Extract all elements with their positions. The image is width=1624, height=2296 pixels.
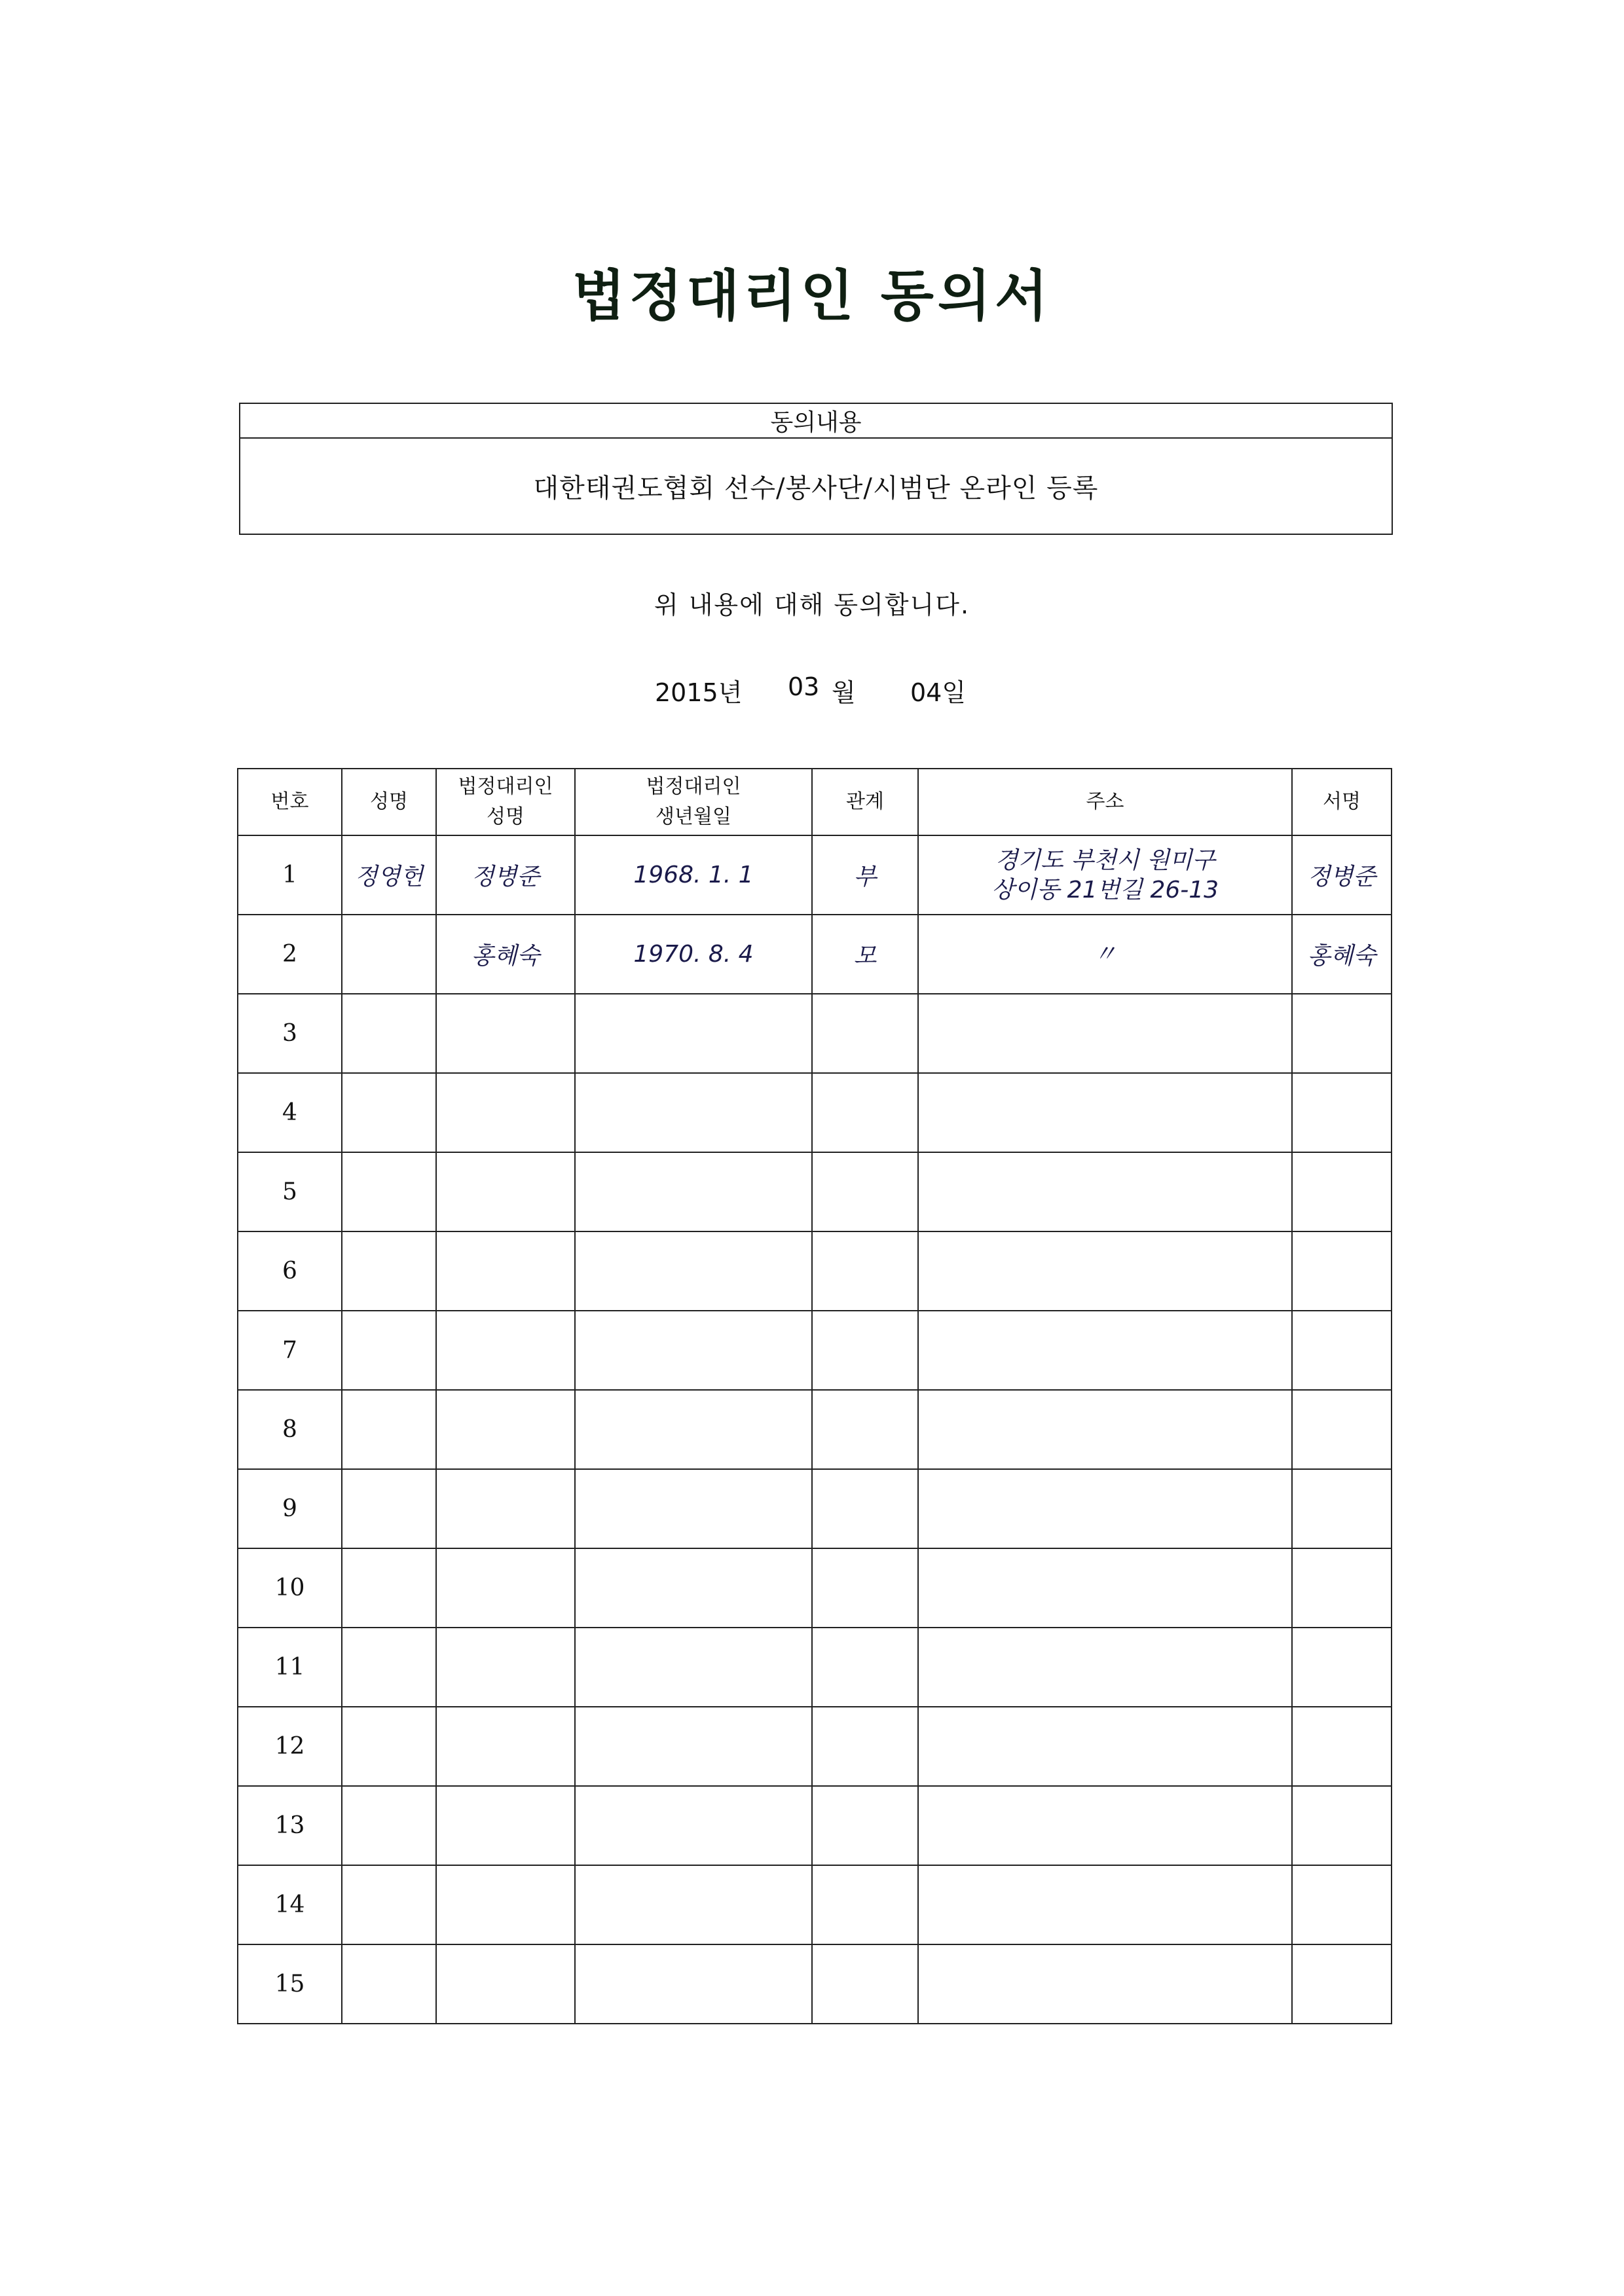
header-guardian-name-line2: 성명 xyxy=(487,805,525,828)
row-name xyxy=(342,1152,436,1231)
row-number: 15 xyxy=(238,1944,342,2024)
row-guardian-name xyxy=(436,1786,575,1865)
row-address xyxy=(918,1707,1292,1786)
header-number: 번호 xyxy=(238,769,342,835)
row-relation xyxy=(812,1311,918,1390)
table-row xyxy=(238,1231,1392,1311)
row-number: 8 xyxy=(238,1390,342,1469)
row-number: 1 xyxy=(238,835,342,915)
row-name xyxy=(342,915,436,994)
row-address xyxy=(918,1944,1292,2024)
row-relation xyxy=(812,1628,918,1707)
row-name xyxy=(342,1073,436,1152)
row-signature xyxy=(1292,1944,1392,2024)
row-address-line2: 상이동 21번길 26-13 xyxy=(991,876,1219,903)
table-row xyxy=(238,1707,1392,1786)
row-relation: 부 xyxy=(812,835,918,915)
row-number: 11 xyxy=(238,1628,342,1707)
row-guardian-name xyxy=(436,1231,575,1311)
row-name xyxy=(342,1231,436,1311)
header-guardian-name-line1: 법정대리인 xyxy=(458,774,553,798)
row-signature xyxy=(1292,1390,1392,1469)
row-guardian-birth xyxy=(575,1231,812,1311)
row-guardian-name xyxy=(436,1390,575,1469)
row-number: 7 xyxy=(238,1311,342,1390)
row-address xyxy=(918,1231,1292,1311)
table-row xyxy=(238,994,1392,1073)
table-row xyxy=(238,1548,1392,1628)
table-row xyxy=(238,1786,1392,1865)
row-signature xyxy=(1292,1311,1392,1390)
row-relation xyxy=(812,1865,918,1944)
agreement-statement: 위 내용에 대해 동의합니다. xyxy=(654,591,970,619)
row-number: 4 xyxy=(238,1073,342,1152)
row-number: 2 xyxy=(238,915,342,994)
row-name: 정영헌 xyxy=(342,835,436,915)
row-signature xyxy=(1292,1073,1392,1152)
row-relation xyxy=(812,1786,918,1865)
row-address xyxy=(918,1628,1292,1707)
row-signature xyxy=(1292,994,1392,1073)
row-guardian-name xyxy=(436,1707,575,1786)
row-relation xyxy=(812,1469,918,1548)
row-address-line1: 경기도 부천시 원미구 xyxy=(995,847,1215,874)
row-address xyxy=(918,1548,1292,1628)
date-year: 2015년 xyxy=(655,678,743,707)
row-guardian-birth xyxy=(575,1390,812,1469)
table-row xyxy=(238,1390,1392,1469)
header-guardian-name xyxy=(436,769,575,835)
header-address: 주소 xyxy=(918,769,1292,835)
row-number: 5 xyxy=(238,1152,342,1231)
consent-box xyxy=(239,403,1393,535)
row-name xyxy=(342,1311,436,1390)
header-guardian-birth xyxy=(575,769,812,835)
row-name xyxy=(342,1390,436,1469)
row-relation xyxy=(812,1152,918,1231)
row-signature xyxy=(1292,1152,1392,1231)
row-address xyxy=(918,1469,1292,1548)
row-relation: 모 xyxy=(812,915,918,994)
row-relation xyxy=(812,1390,918,1469)
row-number: 9 xyxy=(238,1469,342,1548)
row-relation xyxy=(812,994,918,1073)
table-body xyxy=(238,835,1392,2024)
row-guardian-birth xyxy=(575,1073,812,1152)
row-name xyxy=(342,1707,436,1786)
row-address xyxy=(918,1073,1292,1152)
row-guardian-birth xyxy=(575,1865,812,1944)
table-row xyxy=(238,1073,1392,1152)
table-row xyxy=(238,915,1392,994)
table-header-row xyxy=(238,769,1392,835)
row-relation xyxy=(812,1073,918,1152)
row-relation xyxy=(812,1548,918,1628)
row-guardian-birth xyxy=(575,1469,812,1548)
header-guardian-birth-line2: 생년월일 xyxy=(655,805,731,828)
date-month-unit: 월 xyxy=(832,678,856,707)
row-address xyxy=(918,1865,1292,1944)
date-line xyxy=(0,672,1624,705)
row-signature xyxy=(1292,1628,1392,1707)
row-guardian-name: 정병준 xyxy=(436,835,575,915)
row-relation xyxy=(812,1944,918,2024)
row-signature xyxy=(1292,1469,1392,1548)
row-guardian-birth: 1968. 1. 1 xyxy=(575,835,812,915)
row-relation xyxy=(812,1231,918,1311)
row-guardian-birth xyxy=(575,1786,812,1865)
header-signature: 서명 xyxy=(1292,769,1392,835)
row-signature xyxy=(1292,1548,1392,1628)
row-name xyxy=(342,1944,436,2024)
consent-content: 대한태권도협회 선수/봉사단/시범단 온라인 등록 xyxy=(533,473,1099,503)
row-signature xyxy=(1292,1865,1392,1944)
row-guardian-birth xyxy=(575,1548,812,1628)
row-guardian-birth xyxy=(575,994,812,1073)
row-guardian-name xyxy=(436,1944,575,2024)
page-title: 법정대리인 동의서 xyxy=(572,263,1052,328)
row-number: 12 xyxy=(238,1707,342,1786)
row-guardian-birth: 1970. 8. 4 xyxy=(575,915,812,994)
row-name xyxy=(342,1548,436,1628)
row-guardian-birth xyxy=(575,1707,812,1786)
header-name: 성명 xyxy=(342,769,436,835)
row-guardian-name xyxy=(436,1865,575,1944)
row-number: 13 xyxy=(238,1786,342,1865)
row-address xyxy=(918,1152,1292,1231)
row-number: 3 xyxy=(238,994,342,1073)
table-row xyxy=(238,1311,1392,1390)
row-address xyxy=(918,994,1292,1073)
guardian-table xyxy=(237,768,1392,2024)
row-guardian-birth xyxy=(575,1628,812,1707)
consent-header: 동의내용 xyxy=(240,404,1392,439)
row-relation xyxy=(812,1707,918,1786)
row-guardian-name xyxy=(436,1469,575,1548)
row-address xyxy=(918,1390,1292,1469)
header-guardian-birth-line1: 법정대리인 xyxy=(646,774,741,798)
table-row xyxy=(238,1628,1392,1707)
header-relation: 관계 xyxy=(812,769,918,835)
row-name xyxy=(342,1628,436,1707)
row-address xyxy=(918,1311,1292,1390)
row-signature xyxy=(1292,1231,1392,1311)
row-address-line1: 〃 xyxy=(1093,941,1117,968)
row-number: 10 xyxy=(238,1548,342,1628)
table-row xyxy=(238,1152,1392,1231)
row-signature: 홍혜숙 xyxy=(1292,915,1392,994)
date-day: 04일 xyxy=(910,678,967,707)
row-name xyxy=(342,1469,436,1548)
row-guardian-name xyxy=(436,1628,575,1707)
row-signature xyxy=(1292,1786,1392,1865)
row-name xyxy=(342,1865,436,1944)
row-signature: 정병준 xyxy=(1292,835,1392,915)
table-row xyxy=(238,835,1392,915)
table-row xyxy=(238,1469,1392,1548)
row-name xyxy=(342,1786,436,1865)
row-address xyxy=(918,835,1292,915)
table-row xyxy=(238,1944,1392,2024)
row-number: 6 xyxy=(238,1231,342,1311)
row-guardian-birth xyxy=(575,1944,812,2024)
row-number: 14 xyxy=(238,1865,342,1944)
row-signature xyxy=(1292,1707,1392,1786)
row-guardian-name xyxy=(436,994,575,1073)
date-month: 03 xyxy=(788,672,820,701)
row-address xyxy=(918,915,1292,994)
row-guardian-name xyxy=(436,1073,575,1152)
row-guardian-name xyxy=(436,1152,575,1231)
table-row xyxy=(238,1865,1392,1944)
row-guardian-name: 홍혜숙 xyxy=(436,915,575,994)
row-guardian-name xyxy=(436,1548,575,1628)
row-guardian-birth xyxy=(575,1311,812,1390)
row-guardian-birth xyxy=(575,1152,812,1231)
row-name xyxy=(342,994,436,1073)
row-address xyxy=(918,1786,1292,1865)
row-guardian-name xyxy=(436,1311,575,1390)
